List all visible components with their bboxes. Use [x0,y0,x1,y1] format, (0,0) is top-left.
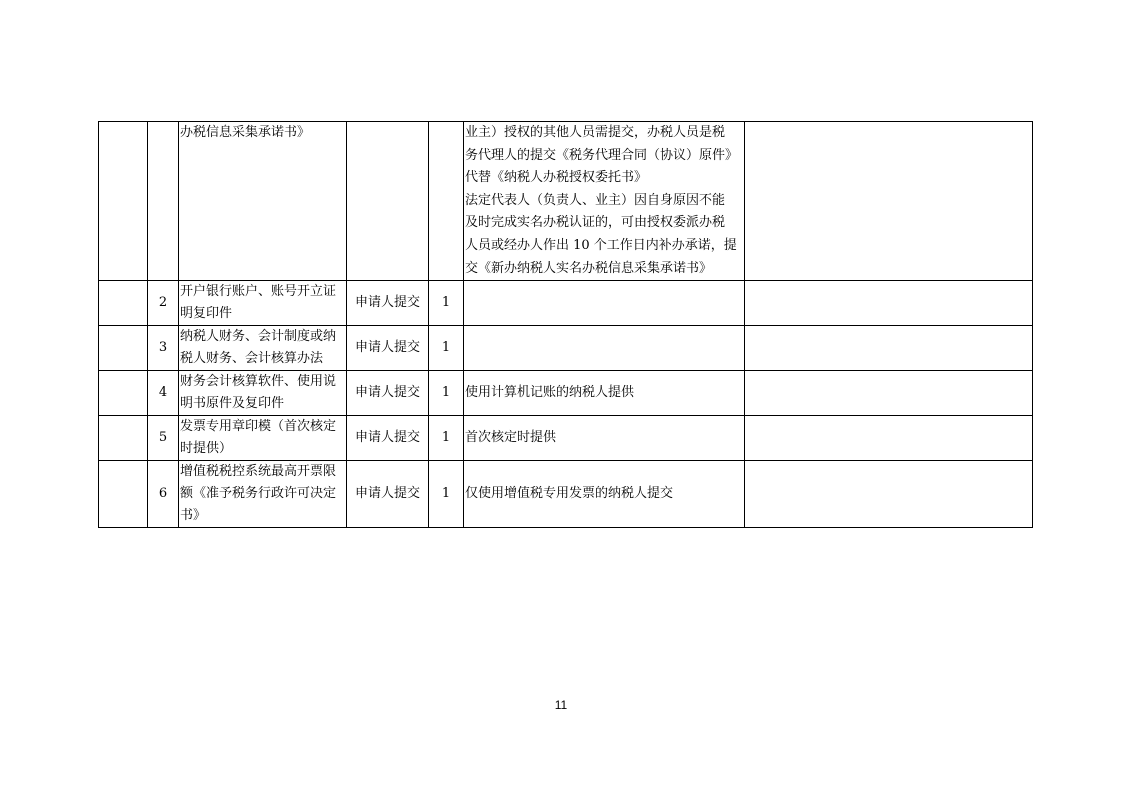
note-cell: 首次核定时提供 [464,416,745,461]
note-cell [464,122,745,281]
material-name-cell: 财务会计核算软件、使用说明书原件及复印件 [179,371,347,416]
remarks-cell [745,371,1033,416]
submitted-by-cell: 申请人提交 [347,461,429,528]
submitted-by-cell: 申请人提交 [347,371,429,416]
row-number-cell: 4 [148,371,179,416]
note-line: 人员或经办人作出 10 个工作日内补办承诺，提 [465,237,737,253]
page-number: 11 [554,698,568,712]
category-cell [99,416,148,461]
note-cell: 使用计算机记账的纳税人提供 [464,371,745,416]
submitted-by-cell: 申请人提交 [347,326,429,371]
materials-table [98,121,1033,528]
row-number-cell: 2 [148,281,179,326]
note-line: 业主）授权的其他人员需提交，办税人员是税 [465,125,726,140]
note-line: 法定代表人（负责人、业主）因自身原因不能 [465,192,726,208]
table-row-continued [99,122,1033,281]
material-name-cell: 增值税税控系统最高开票限额《准予税务行政许可决定书》 [179,461,347,528]
category-cell [99,326,148,371]
note-line: 代替《纳税人办税授权委托书》 [465,170,648,186]
quantity-cell: 1 [429,371,464,416]
category-cell [99,461,148,528]
submitted-by-cell: 申请人提交 [347,416,429,461]
quantity-cell [429,122,464,281]
material-name-cell: 办税信息采集承诺书》 [179,122,347,281]
remarks-cell [745,326,1033,371]
category-cell [99,122,148,281]
row-number-cell [148,122,179,281]
note-line: 交《新办纳税人实名办税信息采集承诺书》 [465,260,713,276]
category-cell [99,371,148,416]
material-name-cell: 纳税人财务、会计制度或纳税人财务、会计核算办法 [179,326,347,371]
quantity-cell: 1 [429,416,464,461]
row-number-cell: 6 [148,461,179,528]
note-cell [464,326,745,371]
material-name-cell: 发票专用章印模（首次核定时提供） [179,416,347,461]
note-line: 务代理人的提交《税务代理合同（协议）原件》 [465,147,739,163]
table-row [99,461,1033,528]
remarks-cell [745,122,1033,281]
row-number-cell: 5 [148,416,179,461]
quantity-cell: 1 [429,326,464,371]
quantity-cell: 1 [429,281,464,326]
remarks-cell [745,281,1033,326]
table-row [99,416,1033,461]
material-name-cell: 开户银行账户、账号开立证明复印件 [179,281,347,326]
submitted-by-cell: 申请人提交 [347,281,429,326]
note-cell: 仅使用增值税专用发票的纳税人提交 [464,461,745,528]
remarks-cell [745,461,1033,528]
submitted-by-cell [347,122,429,281]
table-row [99,371,1033,416]
row-number-cell: 3 [148,326,179,371]
note-line: 及时完成实名办税认证的，可由授权委派办税 [465,215,726,231]
category-cell [99,281,148,326]
quantity-cell: 1 [429,461,464,528]
remarks-cell [745,416,1033,461]
note-cell [464,281,745,326]
table-row [99,281,1033,326]
table-row [99,326,1033,371]
